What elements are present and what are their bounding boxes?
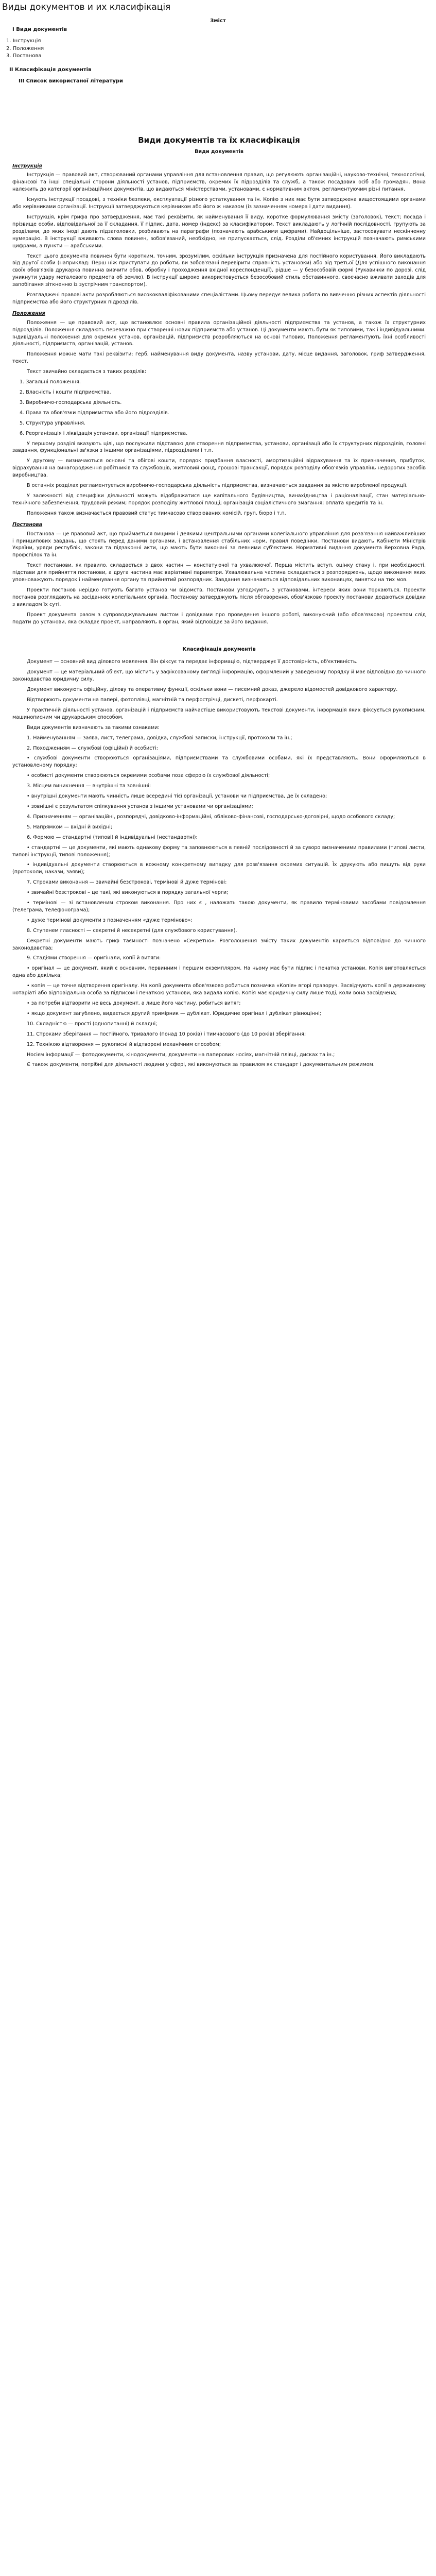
paragraph: • якщо документ загублено, видається другий примірник — дублікат. Юридичне оригінал і дублікат рівноцінні; [27, 1010, 321, 1016]
list-item: 3. Виробничо-господарська діяльність. [20, 399, 122, 405]
paragraph: 10. Складністю — прості (однопитанні) й складні; [27, 1021, 158, 1027]
page-title: Виды документов и их класифікація [2, 2, 171, 12]
paragraph: У залежності від специфіки діяльності можуть відображатися ще капітального будівництва, винахідництва і раціоналізації, стан матеріально-технічного забезпечення, трудовий режим; порядок розподілу житлової площі; організація соціалістичного змагання; оплата кредитів та ін. [12, 493, 426, 506]
paragraph: Є також документи, потрібні для діяльності людини у сфері, які виконуються за правилом як стандарт і документальним режимом. [27, 1062, 375, 1068]
paragraph: Текст постанови, як правило, складається з двох частин — констатуючої та ухвалюючої. Перша містить вступ, оцінку стану і, при необхідності, підстави для прийняття постанови, а друга частина має варіативні параметри. Ухвалювальна частина складається з розпоряджень, щодо виконання яких уповноважують порядок і найменування органу та прийнятий розпорядник. Завдання визначаються відповідальних виконавцях, винятки на тих мов. [12, 563, 426, 583]
paragraph: • термінові — зі встановленим строком виконання. Про них є , наложать такою документи, як правило терміновими засобами повідомлення (телеграма, телефонограма); [12, 900, 426, 913]
paragraph: Інструкція, крім грифа про затвердження, має такі реквізити, як найменування її виду, коротке формулювання змісту (заголовок), текст; посада і прізвище особи, відповідальної за її складання, її підпис, дата, номер (індекс) за класифікатором. Текст викладають у логічній послідовності, групують за розділами, до яких іноді дають підзаголовки, розбивають на параграфи (позначають арабськими цифрами). Найдоцільніше, застосовувати нескінченну нумерацію. В інструкції вживають слова повинен, зобов'язаний, необхідно, не припускається, слід. Розділи об'ємних інструкцій позначають римськими цифрами, а пункти — арабськими. [12, 214, 426, 249]
regulation-section [12, 319, 426, 365]
toc-item[interactable]: 2. Положення [6, 45, 44, 52]
document-body [12, 135, 426, 1069]
paragraph: Види документів визначають за такими ознаками: [27, 724, 160, 731]
paragraph: В останніх розділах регламентується виробничо-господарська діяльність підприємства, визначаються завдання за якістю виробленої продукції. [27, 483, 408, 489]
toc-item[interactable]: 3. Постанова [6, 53, 42, 59]
paragraph: Інструкція — правовий акт, створюваний органами управління для встановлення правил, що регулюють організаційні, науково-технічні, технологічні, фінансові та інші спеціальні сторони діяльності установ, підприємств, окремих їх підрозділів та служб, а також посадових осіб або громадян. Вона належить до категорії організаційних документів, що видаються міністерствами, установами, є нормативним актом, регламентуючим різні питання. [12, 172, 426, 193]
paragraph: Положення — це правовий акт, що встановлює основні правила організаційної діяльності підприємства та установ, а також їх структурних підрозділів. Положення складають переважно при створенні нових підприємств або установ. Ці документи мають бути як типовими, так і індивідуальними. Індивідуальні положення для окремих установ, організацій, підприємств розробляються на основі типових. Положення регламентують їхні особливості діяльності, підприємств, організацій, установ. [12, 319, 426, 347]
regulation-parts-list [12, 379, 426, 437]
section-heading-classification: Класифікація документів [182, 647, 256, 653]
toc-list [0, 38, 436, 60]
paragraph: 4. Призначенням — організаційні, розпорядчі, довідково-інформаційні, обліково-фінансові, господарсько-договірні, щодо особового складу; [27, 814, 395, 820]
paragraph: • зовнішні є результатом спілкування установ з іншими установами чи організаціями; [27, 803, 253, 809]
paragraph: Положення також визначається правовий статус тимчасово створюваних комісій, груп, бюро і т.п. [27, 510, 286, 516]
list-item: 4. Права та обов'язки підприємства або його підрозділів. [20, 410, 169, 416]
paragraph: • стандартні — це документи, які мають однакову форму та заповнюються в певній послідовності й за суворо визначеними правилами (типові листи, типові інструкції, типові положення); [12, 844, 426, 858]
paragraph: У першому розділі вказують цілі, що послужили підставою для створення підприємства, установи, організації або їх структурних підрозділів, головні завдання, функціональні зв'язки з іншими організаціями, підрозділами і т.п. [12, 440, 426, 454]
paragraph: Документ — це матеріальний об'єкт, що містить у зафіксованому вигляді інформацію, оформлений у заведеному порядку й має відповідно до чинного законодавства юридичну силу. [12, 669, 426, 683]
section-heading-resolution: Постанова [12, 521, 43, 528]
paragraph: • копія — це точне відтворення оригіналу. На копії документа обов'язково робиться позначка «Копія» вгорі праворуч. Засвідчують копії в державному нотаріаті або відповідальна особа за підписом і печаткою установи, яка видала копію. Копія має юридичну силу лише тоді, коли вона засвідчена; [12, 983, 426, 996]
classification-section [12, 658, 426, 731]
paragraph: • службові документи створюються організаціями, підприємствами та службовими особами, які їх представляють. Вони оформляються в установленому порядку; [12, 755, 426, 769]
paragraph: • особисті документи створюються окремими особами поза сферою їх службової діяльності; [27, 773, 270, 779]
toc-section-1: І Види документів [12, 26, 67, 32]
document-title: Види документів та їх класифікація [138, 135, 300, 145]
section-heading-instruction: Інструкція [12, 163, 42, 169]
classification-list [12, 735, 426, 1069]
paragraph: Проекти постанов нерідко готують багато установ чи відомств. Постанови узгоджують з установами, інтереси яких вони торкаються. Проекти постанов розглядають на засіданнях колегіальних органів. Постанову затверджують після обговорення, обов'язково проекту постанови додаються довідки з викладом їх суті. [12, 587, 426, 607]
paragraph: Положення можне мати такі реквізити: герб, найменування виду документа, назву установи, дату, місце видання, заголовок, гриф затвердження, текст. [12, 351, 426, 365]
paragraph: 11. Строками зберігання — постійного, тривалого (понад 10 років) і тимчасового (до 10 років) зберігання; [27, 1031, 306, 1037]
paragraph: 8. Ступенем гласності — секретні й несекретні (для службового користування). [27, 927, 237, 934]
paragraph: Існують інструкції посадові, з техніки безпеки, експлуатації різного устаткування та ін. Копію з них має бути затверджена вищестоящими органами або керівниками організації. Інструкції затверджуються керівником або його ж наказом (із зазначенням номера і дати видання). [12, 197, 426, 210]
paragraph: 9. Стадіями створення — оригінали, копії й витяги: [27, 955, 161, 961]
toc-heading: Зміст [210, 18, 226, 24]
list-item: 2. Власність і кошти підприємства. [20, 389, 111, 396]
list-item: 1. Загальні положення. [20, 379, 81, 385]
paragraph: Відтворюють документи на папері, фотоплівці, магнітній та перфострічці, дискеті, перфокарті. [27, 697, 278, 703]
paragraph: • індивідуальні документи створюються в кожному конкретному випадку для розв'язання окремих ситуацій. Їх друкують або пишуть від руки (протоколи, накази, заяви); [12, 862, 426, 875]
paragraph: 6. Формою — стандартні (типові) й індивідуальні (нестандартні): [27, 834, 198, 840]
toc-section-3[interactable]: ІІІ Список використаної літератури [19, 78, 123, 84]
paragraph: 12. Технікою відтворення — рукописні й відтворені механічним способом; [27, 1041, 221, 1047]
list-item: 6. Реорганізація і ліквідація установи, організації підприємства. [20, 430, 188, 436]
toc-section-2[interactable]: ІІ Класифікація документів [9, 66, 92, 73]
paragraph: • за потреби відтворити не весь документ, а лише його частину, робиться витяг; [27, 1001, 241, 1007]
paragraph: Носієм інформації — фотодокументи, кінодокументи, документи на паперових носіях, магнітній плівці, дисках та ін.; [27, 1052, 335, 1058]
document-subtitle: Види документів [195, 148, 243, 155]
paragraph: Документ виконують офіційну, ділову та оперативну функції, оскільки вони — писемний доказ, джерело відомостей довідкового характеру. [27, 687, 398, 693]
paragraph: 1. Найменуванням — заява, лист, телеграма, довідка, службові записки, інструкції, протоколи та ін.; [27, 735, 292, 741]
list-item: 5. Структура управління. [20, 420, 86, 426]
paragraph: • звичайні безстрокові – це такі, які виконуються в порядку загальної черги; [27, 890, 229, 896]
paragraph: Постанова — це правовий акт, що приймається вищими і деякими центральними органами колегіального управління для розв'язання найважливіших і принципових завдань, що стоять перед даними органами, і встановлення стабільних норм, правил поведінки. Постанови видають Кабінети Міністрів України, уряди республік, закони та підзаконні акти, що мають бути виконані за певними суб'єктами. Нормативні видання документа Верховна Рада, профспілок та ін. [12, 531, 426, 558]
paragraph: 3. Місцем виникнення — внутрішні та зовнішні: [27, 783, 151, 789]
paragraph: Документ — основний вид ділового мовлення. Він фіксує та передає інформацію, підтверджує її достовірність, об'єктивність. [27, 659, 358, 665]
paragraph: Секретні документи мають гриф таємності позначено «Секретно». Розголошення змісту таких документів карається відповідно до чинного законодавства; [12, 938, 426, 951]
toc-item[interactable]: 1. Інструкція [6, 38, 41, 44]
paragraph: У практичній діяльності установ, організацій і підприємств найчастіше використовують текстові документи, інформація яких фіксується рукописним, машинописним чи друкарським способом. [12, 707, 426, 720]
paragraph: 7. Строками виконання — звичайні безстрокові, термінові й дуже термінові: [27, 879, 227, 886]
paragraph: 5. Напрямком — вхідні й вихідні; [27, 824, 113, 830]
paragraph: Текст цього документа повинен бути коротким, точним, зрозумілим, оскільки інструкція призначена для постійного користування. Його викладають від другої особи (наприклад: Перш ніж приступати до роботи, ви зобов'язані перевірити справність установки) або від третьої (Для успішного виконання своїх обов'язків друкарка повинна вивчити обов, обробку і проходження вхідної кореспонденції), рідше — у безособовій формі (Рукавички по дорозі, слід уникнути удару металевого предмета об землю). В інструкції широко використовується безособовий стиль обставинного, своєчасно вживати заходів для запобігання зіткненню із зустрічним транспортом). [12, 253, 426, 288]
resolution-section [12, 531, 426, 626]
paragraph: У другому — визначаються основні та обігові кошти, порядок придбання власності, амортизаційні відрахування та їх призначення, прибуток, відрахування на винагородження робітників та службовців, житловий фонд, грошові трансакції, порядок розподілу обов'язків управлінь недорогих засобів виробництва. [12, 458, 426, 479]
paragraph: Проект документа разом з супроводжувальним листом і довідками про проведення іншого роботі, виконуючий (або обов'язково) проектом слід подати до установи, яка складає проект, направляють в орган, який відповідає за його видання. [12, 612, 426, 625]
paragraph: Текст звичайно складається з таких розділів: [27, 369, 147, 375]
section-heading-regulation: Положення [12, 310, 45, 316]
paragraph: 2. Походженням — службові (офіційні) й особисті: [27, 745, 158, 751]
instruction-section [12, 172, 426, 306]
paragraph: Розгладжені правові акти розробляються висококваліфікованими спеціалістами. Цьому передує велика робота по вивченню різних аспектів діяльності підприємства або його структурних підрозділів. [12, 292, 426, 305]
paragraph: • оригінал — це документ, який є основним, первинним і першим екземпляром. На ньому має бути підпис і печатка установи. Копія виготовляється одна або декілька; [12, 965, 426, 979]
paragraph: • внутрішні документи мають чинність лише всередині тієї організації, установи чи підприємства, де їх складено; [27, 793, 327, 800]
paragraph: • дуже термінові документи з позначенням «дуже терміново»; [27, 917, 193, 923]
regulation-section-continued [12, 440, 426, 517]
